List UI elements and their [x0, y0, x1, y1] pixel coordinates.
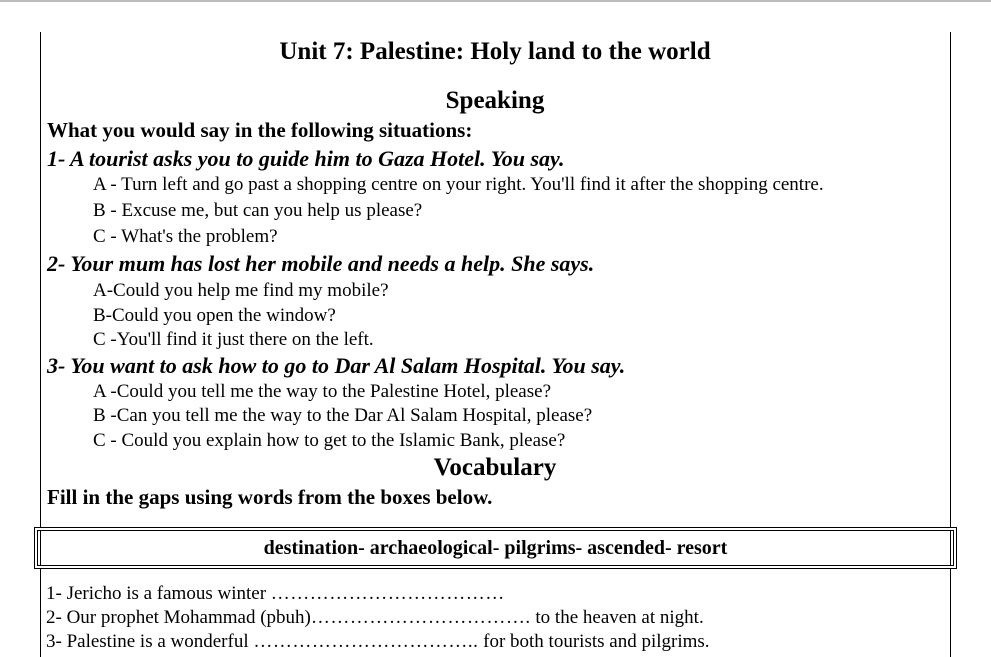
sentence-3-start: 3- Palestine is a wonderful — [46, 631, 254, 652]
question-2-option-a: A-Could you help me find my mobile? — [93, 280, 389, 301]
question-3-option-a: A -Could you tell me the way to the Palestine Hotel, please? — [93, 381, 552, 402]
sentence-2-blank: ……………………………. — [310, 607, 531, 628]
sentence-2-start: 2- Our prophet Mohammad (pbuh) — [46, 607, 311, 628]
vocabulary-instruction: Fill in the gaps using words from the boxes below. — [47, 485, 493, 509]
unit-title: Unit 7: Palestine: Holy land to the world — [279, 38, 711, 65]
vocabulary-heading: Vocabulary — [433, 454, 557, 481]
question-1: 1- A tourist asks you to guide him to Gaza Hotel. You say. — [47, 146, 565, 171]
gap-sentence-3 — [46, 631, 710, 653]
question-2: 2- Your mum has lost her mobile and needs a help. She says. — [47, 251, 595, 276]
question-2-option-b: B-Could you open the window? — [93, 305, 336, 326]
question-2-option-c: C -You'll find it just there on the left. — [93, 329, 374, 350]
question-3-option-c: C - Could you explain how to get to the Islamic Bank, please? — [93, 430, 566, 451]
gap-sentence-2 — [46, 607, 704, 629]
gap-sentence-1 — [46, 583, 505, 605]
page-top-border — [0, 0, 991, 2]
sentence-3-end: for both tourists and pilgrims. — [478, 631, 710, 652]
sentence-2-end: to the heaven at night. — [530, 607, 704, 628]
speaking-heading: Speaking — [445, 87, 545, 114]
sentence-1-blank: ……………………………… — [270, 583, 505, 604]
word-box: destination- archaeological- pilgrims- ascended- resort — [37, 530, 954, 566]
question-1-option-c: C - What's the problem? — [93, 226, 278, 247]
sentence-3-blank: …………………………….. — [253, 631, 479, 652]
question-3: 3- You want to ask how to go to Dar Al Salam Hospital. You say. — [47, 353, 626, 378]
question-3-option-b: B -Can you tell me the way to the Dar Al Salam Hospital, please? — [93, 405, 593, 426]
question-1-option-a: A - Turn left and go past a shopping centre on your right. You'll find it after the shopping centre. — [93, 174, 824, 195]
speaking-instruction: What you would say in the following situations: — [47, 118, 473, 142]
question-1-option-b: B - Excuse me, but can you help us please? — [93, 200, 423, 221]
sentence-1-start: 1- Jericho is a famous winter — [46, 583, 271, 604]
